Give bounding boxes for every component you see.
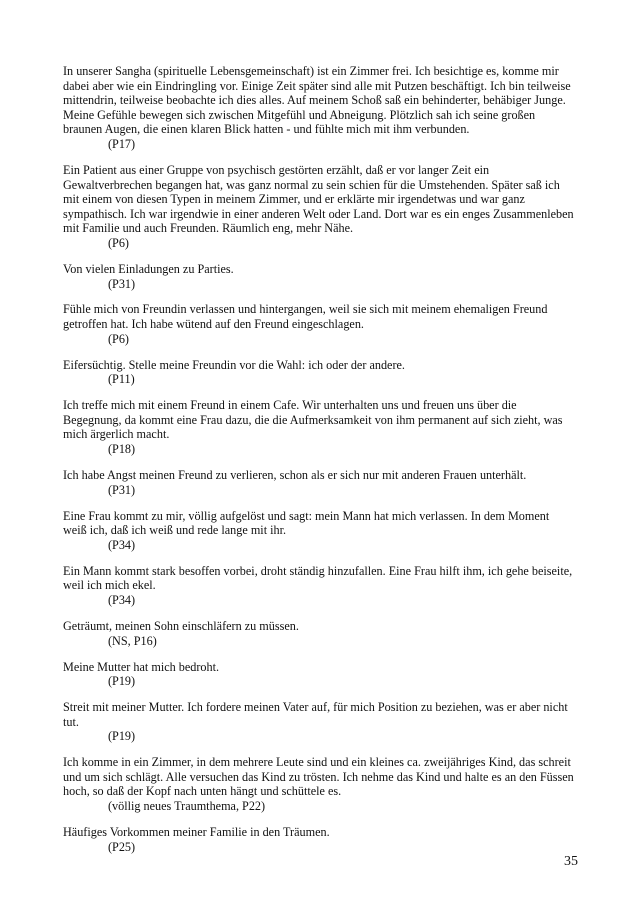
page-body [63,64,575,866]
entry-reference: (völlig neues Traumthema, P22) [108,799,266,814]
entry-reference: (P11) [108,372,135,387]
entry-text: Geträumt, meinen Sohn einschläfern zu müssen. [63,618,299,633]
dream-entry [63,825,575,854]
dream-entry [63,564,575,608]
entry-text: Ich komme in ein Zimmer, in dem mehrere Leute sind und ein kleines ca. zweijähriges Kind, das schreit und um sich schlägt. Alle versuchen das Kind zu trösten. Ich nehme das Kind und halte es an den Füssen hoch, so daß der Kopf nach unten hängt und schüttele es. [63,755,574,799]
entry-reference: (P19) [108,674,136,689]
entry-text: Eine Frau kommt zu mir, völlig aufgelöst und sagt: mein Mann hat mich verlassen. In dem Moment weiß ich, daß ich weiß und rede lange mit ihr. [63,508,550,538]
entry-text: Von vielen Einladungen zu Parties. [63,261,234,276]
dream-entry [63,64,575,152]
dream-entry [63,619,575,648]
entry-reference: (P6) [108,331,129,346]
entry-text: Streit mit meiner Mutter. Ich fordere meinen Vater auf, für mich Position zu beziehen, was er aber nicht tut. [63,700,568,729]
entry-text: Ein Patient aus einer Gruppe von psychisch gestörten erzählt, daß er vor langer Zeit ein Gewaltverbrechen begangen hat, was ganz normal zu sein schien für die Umstehenden. Später saß ich mit einem von diesen Typen in meinem Zimmer, und er erklärte mir irgendetwas und war ganz sympathisch. Ich war irgendwie in einer anderen Welt oder Land. Dort war es ein enges Zusammenleben mit Familie und auch Freunden. Räumlich eng, mehr Nähe. [63,162,574,236]
entry-text: Ich habe Angst meinen Freund zu verlieren, schon als er sich nur mit anderen Frauen unterhält. [63,468,527,482]
entry-reference: (P31) [108,276,136,291]
entry-reference: (NS, P16) [108,633,157,648]
dream-entry [63,509,575,553]
entry-reference: (P6) [108,235,129,250]
entry-reference: (P25) [108,839,136,854]
entry-reference: (P18) [108,442,136,457]
entry-reference: (P34) [108,537,136,552]
entry-text: Ich treffe mich mit einem Freund in einem Cafe. Wir unterhalten uns und freuen uns über die Begegnung, da kommt eine Frau dazu, die die Aufmerksamkeit von ihm permanent auf sich zieht, was mich ärgerlich macht. [63,398,563,442]
dream-entry [63,358,575,387]
page-number: 35 [564,854,578,869]
dream-entry [63,468,575,497]
entry-text: Ein Mann kommt stark besoffen vorbei, droht ständig hinzufallen. Eine Frau hilft ihm, ich gehe beiseite, weil ich mich ekel. [63,563,573,593]
entry-text: Meine Mutter hat mich bedroht. [63,659,220,674]
entry-text: In unserer Sangha (spirituelle Lebensgemeinschaft) ist ein Zimmer frei. Ich besichtige es, komme mir dabei aber wie ein Eindringling vor. Einige Zeit später sind alle mit Putzen beschäftigt. Ich bin teilweise mittendrin, teilweise beobachte ich dies alles. Auf meinem Schoß saß ein behinderter, behäbiger Junge. Meine Gefühle bewegen sich zwischen Mitgefühl und Abneigung. Plötzlich sah ich seine großen braunen Augen, die einen klaren Blick hatten - und fühlte mich mit ihm verbunden. [63,64,571,137]
dream-entry [63,262,575,291]
entry-text: Eifersüchtig. Stelle meine Freundin vor die Wahl: ich oder der andere. [63,357,405,372]
dream-entry [63,755,575,813]
dream-entry [63,660,575,689]
entry-text: Fühle mich von Freundin verlassen und hintergangen, weil sie sich mit meinem ehemaligen Freund getroffen hat. Ich habe wütend auf den Freund eingeschlagen. [63,302,548,332]
dream-entry [63,302,575,346]
entry-text: Häufiges Vorkommen meiner Familie in den Träumen. [63,825,330,840]
entry-reference: (P17) [108,136,136,151]
dream-entry [63,163,575,251]
entry-reference: (P31) [108,482,136,497]
entry-reference: (P19) [108,729,136,744]
dream-entry [63,700,575,744]
dream-entry [63,398,575,456]
entry-reference: (P34) [108,592,136,607]
